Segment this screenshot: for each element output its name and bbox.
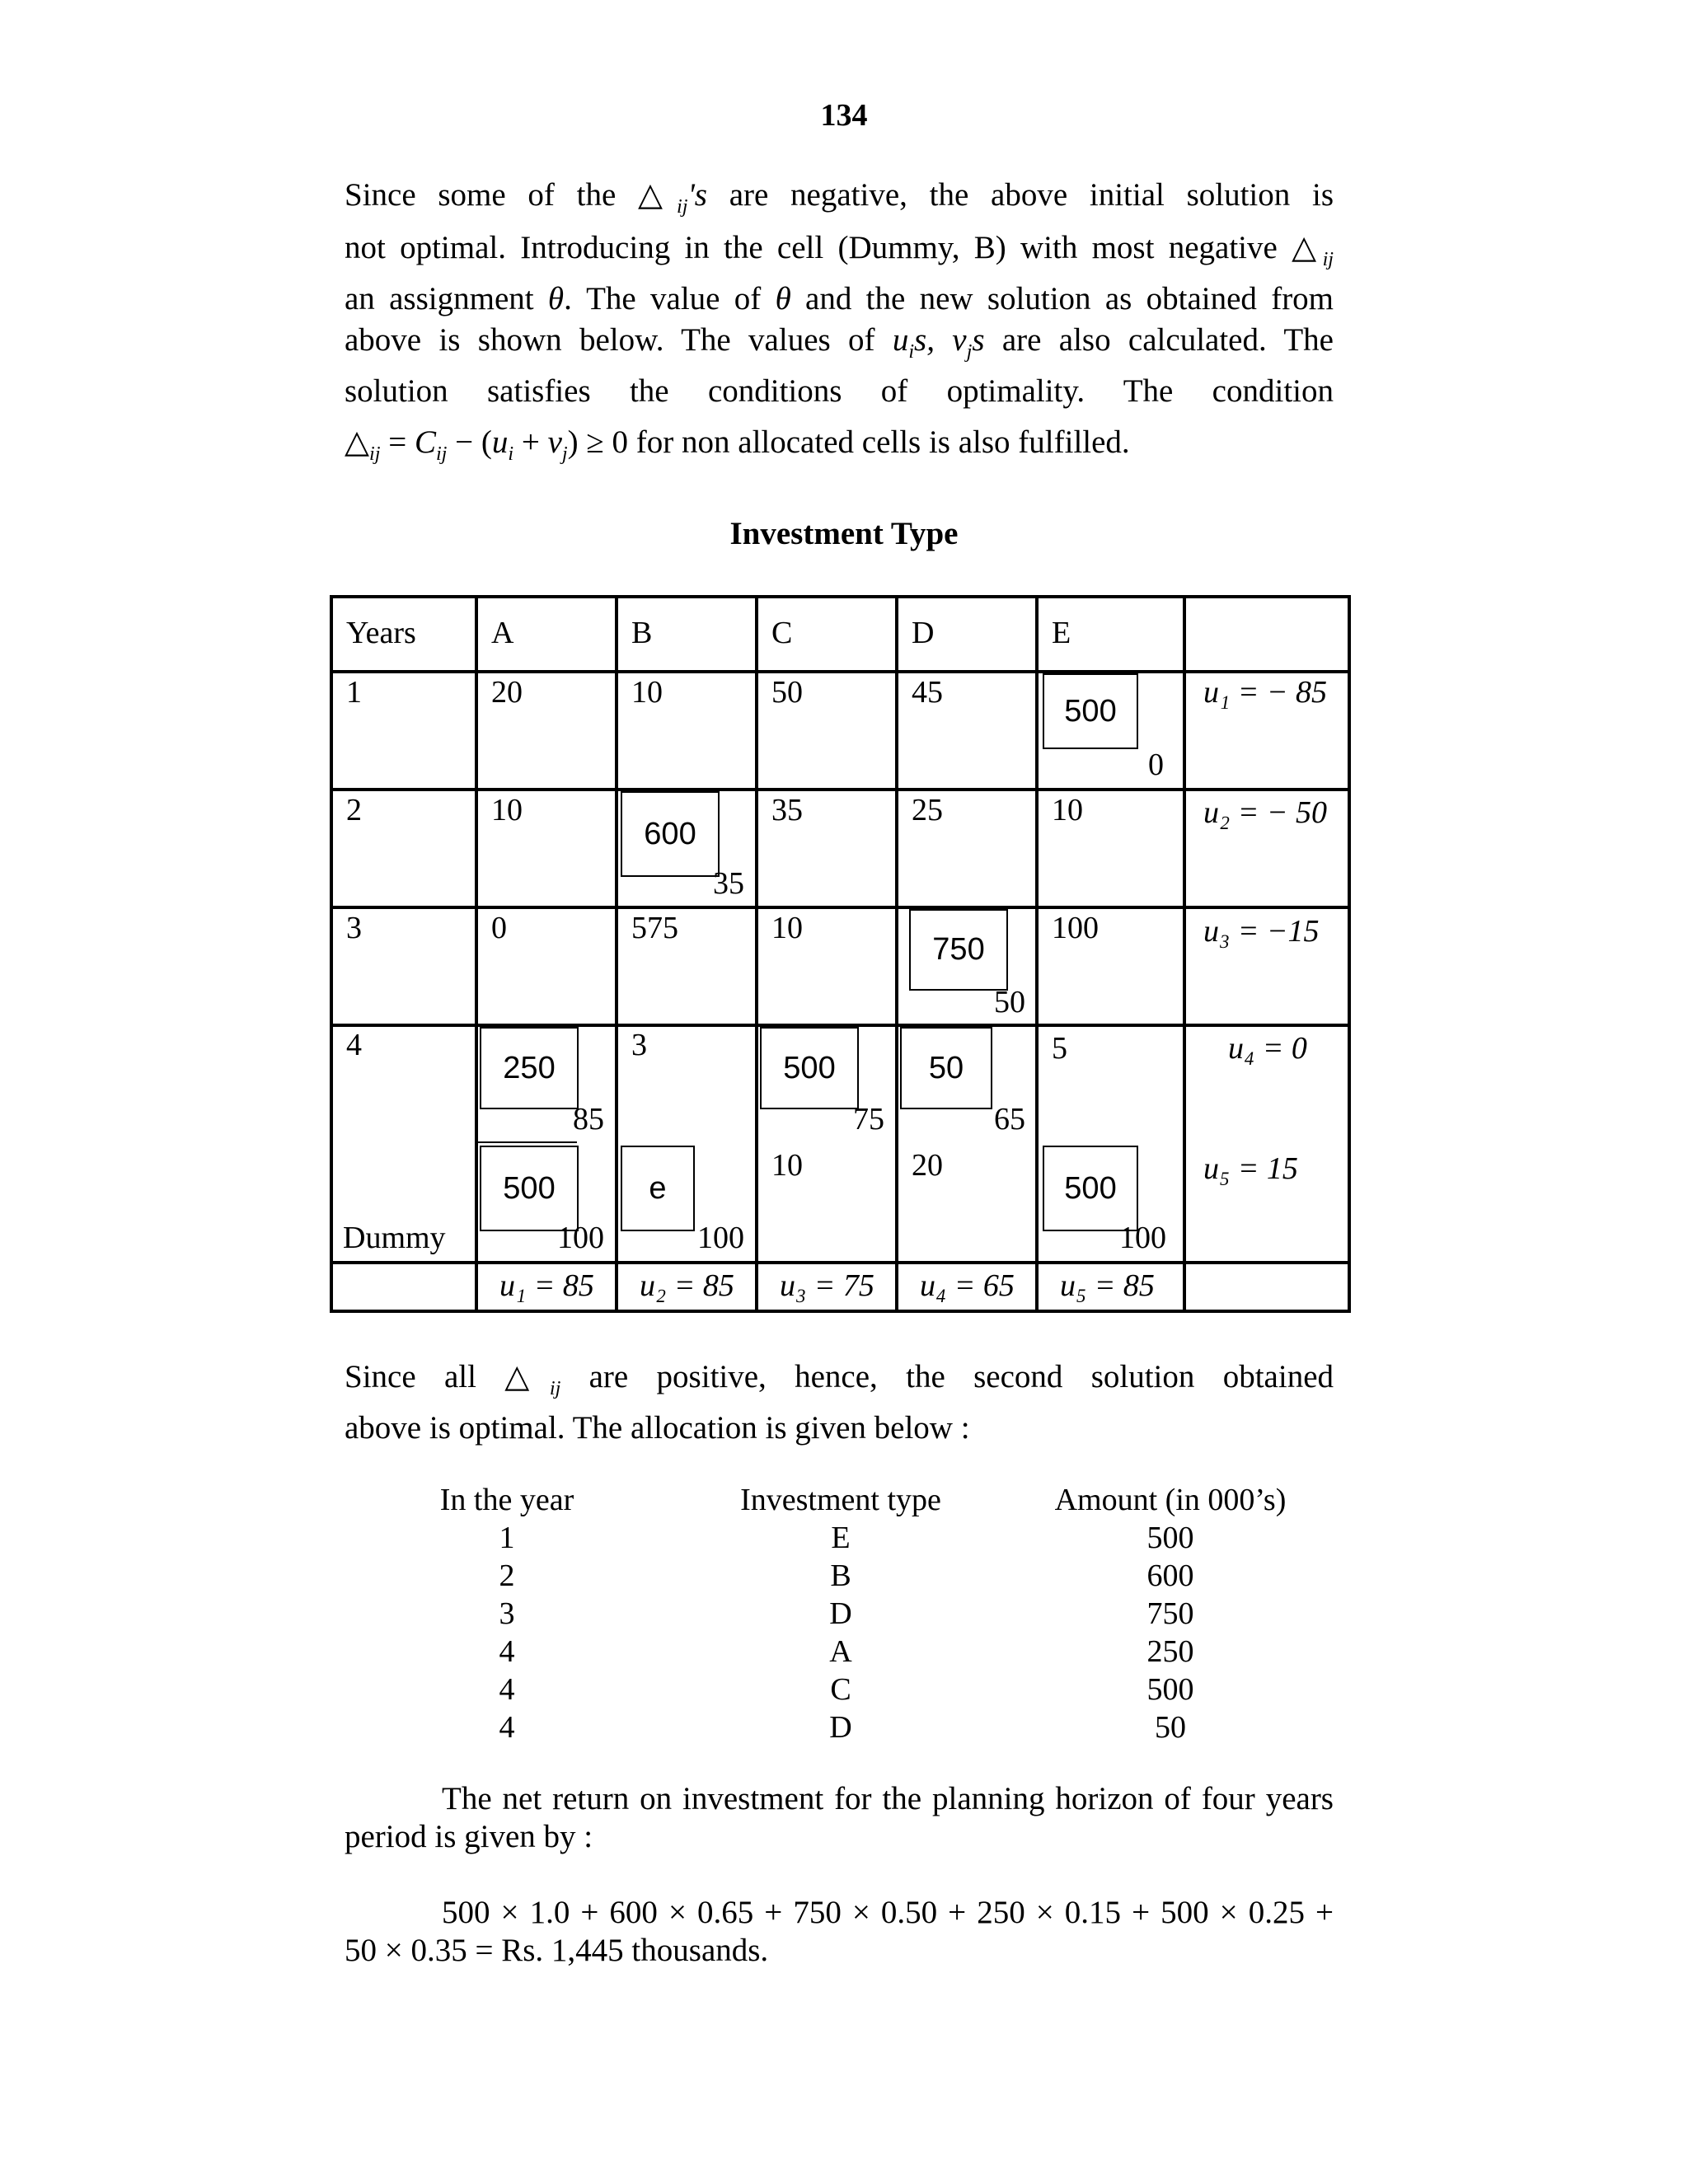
list-item: 50 (1155, 1710, 1186, 1745)
intro-paragraph (345, 170, 1334, 221)
header-e: E (1052, 616, 1071, 650)
list-item: 4 (499, 1672, 515, 1707)
list-item: 2 (499, 1558, 515, 1593)
u-value: u₁ = − 85 (1203, 675, 1327, 710)
header-c: C (771, 616, 793, 650)
cost-cell: 0 (491, 911, 507, 945)
allocation-box: 50 (900, 1027, 992, 1109)
conclusion-line-2: above is optimal. The allocation is given below : (345, 1410, 970, 1446)
list-amounts (1039, 1481, 1302, 1746)
cost-cell: 50 (771, 675, 803, 710)
list-item: 750 (1146, 1596, 1194, 1631)
header-b: B (631, 616, 653, 650)
list-header-type: Investment type (740, 1483, 941, 1517)
list-item: D (829, 1596, 852, 1631)
allocation-box: 500 (1043, 1146, 1138, 1231)
allocation-box: e (621, 1146, 695, 1231)
delta-value: 50 (994, 985, 1025, 1019)
list-item: 4 (499, 1634, 515, 1669)
cost-cell: 10 (771, 1148, 803, 1183)
list-item: 1 (499, 1521, 515, 1555)
list-item: E (831, 1521, 851, 1555)
delta-value: 65 (994, 1102, 1025, 1137)
list-item: A (829, 1634, 852, 1669)
delta-value: 100 (697, 1221, 744, 1255)
cost-cell: 10 (1052, 793, 1083, 827)
intro-body (345, 223, 1334, 468)
list-years (437, 1481, 577, 1746)
intro-line-4: above is shown below. The values of $u_is$, $v_js$ are also calculated. The (345, 322, 1334, 363)
conclusion-paragraph (345, 1352, 1334, 1454)
u-value: u₂ = − 50 (1203, 795, 1327, 830)
u-value: u₃ = −15 (1203, 914, 1320, 949)
net-return-line-4: 50 × 0.35 = Rs. 1,445 thousands. (345, 1933, 769, 1968)
cost-cell: 20 (491, 675, 523, 710)
cell-divider (478, 1141, 577, 1143)
v-value: u₂ = 85 (640, 1268, 734, 1303)
cost-cell: 10 (491, 793, 523, 827)
delta-value: 35 (713, 866, 744, 901)
cost-cell: 10 (631, 675, 663, 710)
allocation-box: 750 (909, 909, 1008, 991)
allocation-box: 500 (480, 1146, 579, 1231)
allocation-box: 500 (760, 1027, 859, 1109)
list-item: 600 (1146, 1558, 1194, 1593)
cost-cell: 5 (1052, 1031, 1067, 1066)
transportation-table (330, 595, 1351, 1313)
cost-cell: 25 (912, 793, 943, 827)
net-return-line-3: 500 × 1.0 + 600 × 0.65 + 750 × 0.50 + 250 × 0.15 + 500 × 0.25 + (442, 1895, 1334, 1930)
header-d: D (912, 616, 935, 650)
cost-cell: 575 (631, 911, 678, 945)
delta-value: 0 (1148, 748, 1164, 782)
row-label: Dummy (343, 1221, 446, 1255)
list-header-year: In the year (439, 1483, 574, 1517)
page-number: 134 (820, 98, 868, 133)
row-label: 1 (346, 675, 362, 710)
intro-line-2b: not optimal. Introducing in the cell (Dummy, B) with most negative $\triangle_{ij}$ (345, 230, 1334, 270)
list-item: 3 (499, 1596, 515, 1631)
row-label: 3 (346, 911, 362, 945)
header-a: A (491, 616, 514, 650)
cost-cell: 45 (912, 675, 943, 710)
intro-line-6: $\triangle_{ij} = C_{ij} - (u_i + v_j) \ge 0$ for non allocated cells is also fulfilled. (345, 424, 1130, 465)
delta-value: 85 (573, 1102, 604, 1137)
u-value: u₄ = 0 (1228, 1031, 1307, 1066)
table-title: Investment Type (729, 516, 959, 551)
row-label: 4 (346, 1028, 362, 1062)
header-years: Years (346, 616, 416, 650)
delta-value: 100 (1119, 1221, 1166, 1255)
v-value: u₃ = 75 (780, 1268, 874, 1303)
list-item: 4 (499, 1710, 515, 1745)
list-header-amount: Amount (in 000’s) (1054, 1483, 1287, 1517)
net-return-formula (345, 1894, 1334, 1970)
v-value: u₅ = 85 (1060, 1268, 1155, 1303)
intro-line-3: an assignment θ. The value of θ and the new solution as obtained from (345, 281, 1334, 316)
cost-cell: 100 (1052, 911, 1099, 945)
v-value: u₄ = 65 (920, 1268, 1015, 1303)
delta-value: 100 (557, 1221, 604, 1255)
allocation-box: 500 (1043, 673, 1138, 749)
net-return-paragraph (345, 1780, 1334, 1856)
intro-line-5: solution satisfies the conditions of optimality. The condition (345, 373, 1334, 409)
net-return-line-2: period is given by : (345, 1819, 593, 1854)
net-return-line-1: The net return on investment for the planning horizon of four years (442, 1781, 1334, 1816)
list-item: C (830, 1672, 851, 1707)
row-label: 2 (346, 793, 362, 827)
intro-line-1: Since some of the $\triangle_{ij}'s$ are negative, the above initial solution is (345, 177, 1334, 218)
conclusion-line-1: Since all $\triangle_{ij}$ are positive, hence, the second solution obtained (345, 1359, 1334, 1399)
cost-cell: 10 (771, 911, 803, 945)
list-item: B (830, 1558, 851, 1593)
list-item: 500 (1146, 1521, 1194, 1555)
list-types (725, 1481, 956, 1746)
list-item: 500 (1146, 1672, 1194, 1707)
list-item: 250 (1146, 1634, 1194, 1669)
allocation-box: 250 (480, 1027, 579, 1109)
delta-value: 75 (853, 1102, 884, 1137)
v-value: u₁ = 85 (499, 1268, 594, 1303)
cost-cell: 3 (631, 1028, 647, 1062)
allocation-box: 600 (621, 791, 720, 877)
u-value: u₅ = 15 (1203, 1151, 1298, 1186)
cost-cell: 20 (912, 1148, 943, 1183)
cost-cell: 35 (771, 793, 803, 827)
list-item: D (829, 1710, 852, 1745)
